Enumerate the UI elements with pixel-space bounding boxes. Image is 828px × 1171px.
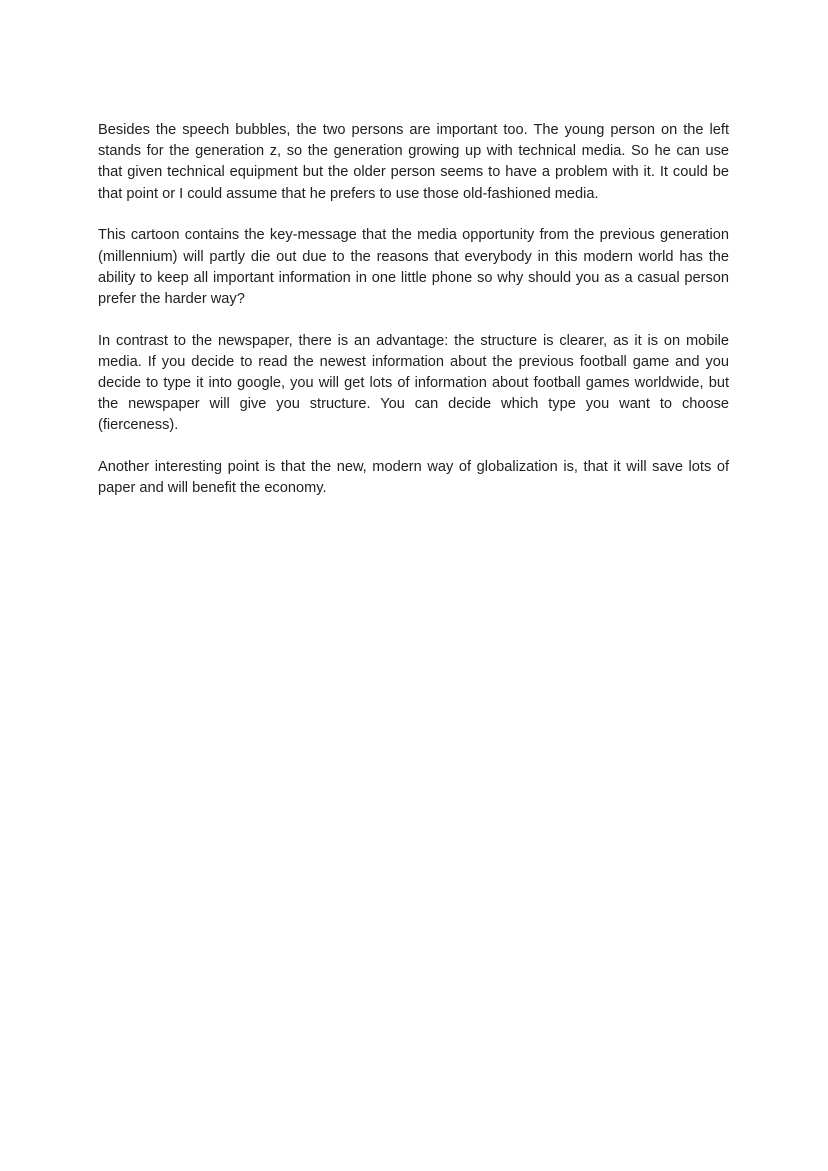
paragraph-3: In contrast to the newspaper, there is an advantage: the structure is clearer, as it is on mobile media. If you decide to read the newest information about the previous football game and you decide to type it into google, you will get lots of information about football games worldwide, but the newspaper will give you structure. You can decide which type you want to choose (fierceness). [98, 332, 729, 434]
paragraph-1: Besides the speech bubbles, the two persons are important too. The young person on the left stands for the generation z, so the generation growing up with technical media. So he can use that given technical equipment but the older person seems to have a problem with it. It could be that point or I could assume that he prefers to use those old-fashioned media. [98, 122, 729, 202]
paragraph-2: This cartoon contains the key-message that the media opportunity from the previous generation (millennium) will partly die out due to the reasons that everybody in this modern world has the ability to keep all important information in one little phone so why should you as a casual person prefer the harder way? [98, 227, 729, 307]
body-text [98, 120, 729, 520]
paragraph-4: Another interesting point is that the new, modern way of globalization is, that it will save lots of paper and will benefit the economy. [98, 459, 729, 497]
